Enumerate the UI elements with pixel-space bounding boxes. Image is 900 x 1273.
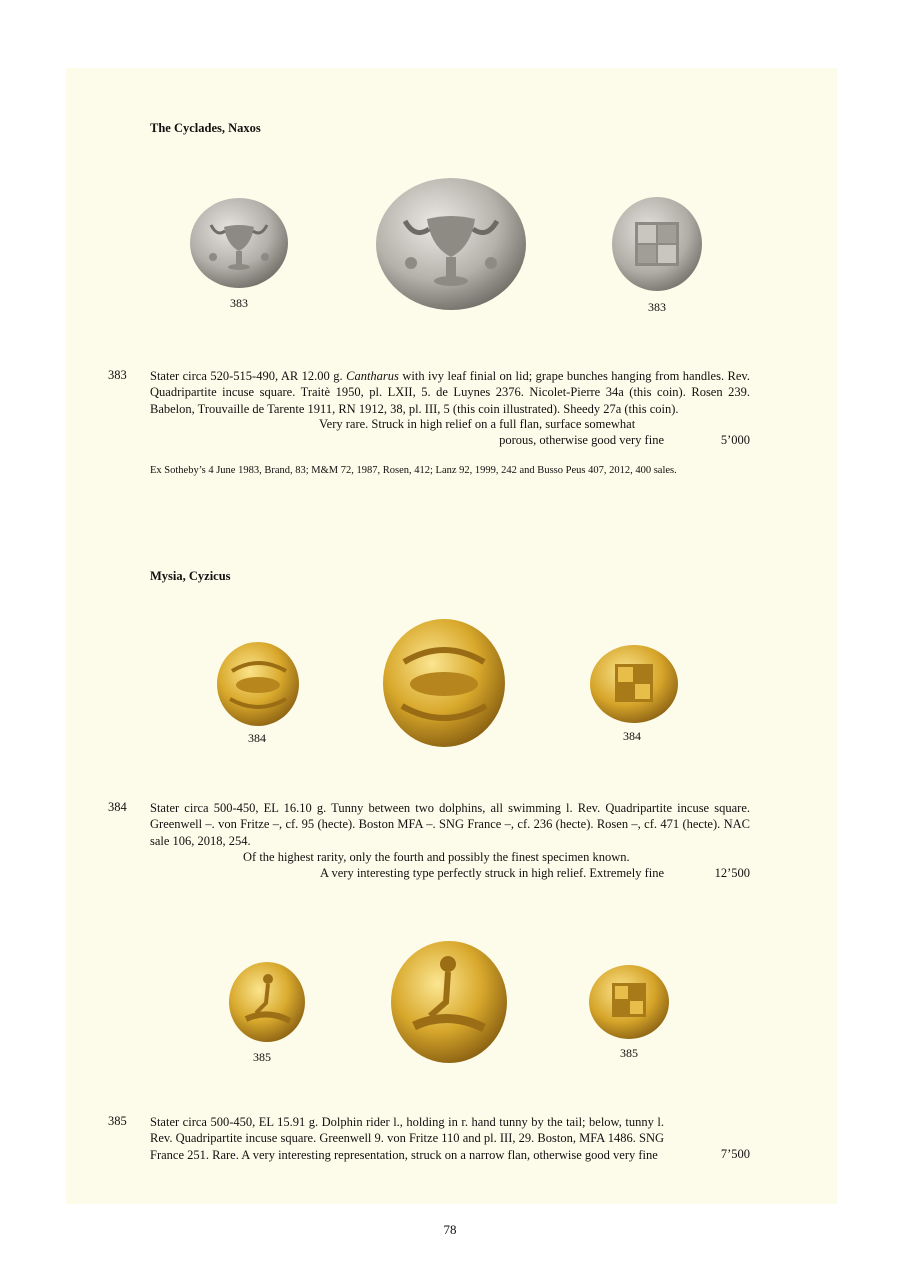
lot-description: Stater circa 500-450, EL 16.10 g. Tunny between two dolphins, all swimming l. Rev. Quadripartite incuse square. Greenwell –. von Fritze –, cf. 95 (hecte). Boston MFA –. SNG France –, cf. 236 (hecte). Rosen –, cf. 471 (hecte). NAC sale 106, 2018, 254.	[150, 801, 750, 848]
silver-coin-reverse-icon	[611, 196, 703, 292]
lot-grade-line: Of the highest rarity, only the fourth and possibly the finest specimen known.	[243, 850, 630, 864]
lot-price-line	[150, 1146, 750, 1162]
silver-coin-obverse-enlarged-icon	[375, 177, 527, 311]
coin-label: 383	[230, 296, 248, 310]
coin-label: 385	[253, 1050, 271, 1064]
lot-number: 383	[108, 368, 127, 382]
lot-description-part: with ivy leaf finial on lid; grape bunches hanging from handles. Rev. Quadripartite incuse square. Traitè 1950, pl. LXII, 5. de Luynes 2376. Nicolet-Pierre 34a (this coin). Rosen 239. Babelon, Trouvaille de Tarente 1911, RN 1912, 38, pl. III, 5 (this coin illustrated). Sheedy 27a (this coin).	[150, 369, 751, 416]
silver-coin-obverse-icon	[189, 197, 289, 289]
lot-description	[150, 368, 750, 417]
lot-price: 12’500	[714, 866, 750, 880]
section-title-cyzicus: Mysia, Cyzicus	[150, 569, 231, 583]
lot-grade-price-line	[150, 432, 750, 448]
gold-coin-obverse-enlarged-icon	[390, 940, 508, 1064]
coin-label: 383	[648, 300, 666, 314]
coin-label: 385	[620, 1046, 638, 1060]
lot-number: 385	[108, 1114, 127, 1128]
lot-description: Stater circa 500-450, EL 15.91 g. Dolphin rider l., holding in r. hand tunny by the tail; below, tunny l. Rev. Quadripartite incuse square. Greenwell 9. von Fritze 110 and pl. III, 29. Boston, MFA 1486. SNG France 251. Rare. A very interesting representation, struck on a narrow flan, otherwise good very fine	[150, 1115, 664, 1162]
coin-label: 384	[248, 731, 266, 745]
gold-coin-obverse-icon	[228, 961, 306, 1043]
lot-grade-line: Very rare. Struck in high relief on a full flan, surface somewhat	[319, 417, 636, 431]
coin-label: 384	[623, 729, 641, 743]
provenance: Ex Sotheby’s 4 June 1983, Brand, 83; M&M 72, 1987, Rosen, 412; Lanz 92, 1999, 242 and Busso Peus 407, 2012, 400 sales.	[150, 465, 677, 476]
lot-grade-line: A very interesting type perfectly struck in high relief. Extremely fine	[320, 866, 664, 880]
lot-description-italic: Cantharus	[346, 369, 399, 383]
lot-grade-line: porous, otherwise good very fine	[499, 433, 664, 447]
lot-grade-price-line	[150, 865, 750, 881]
gold-coin-reverse-icon	[588, 964, 670, 1040]
lot-price: 5’000	[720, 433, 750, 447]
section-title-naxos: The Cyclades, Naxos	[150, 121, 261, 135]
gold-coin-reverse-icon	[589, 644, 679, 724]
gold-coin-obverse-enlarged-icon	[382, 618, 506, 748]
page-number: 78	[443, 1222, 457, 1237]
lot-description-part: Stater circa 520-515-490, AR 12.00 g.	[150, 369, 343, 383]
lot-price: 7’500	[720, 1147, 750, 1161]
lot-number: 384	[108, 800, 127, 814]
gold-coin-obverse-icon	[216, 641, 300, 727]
